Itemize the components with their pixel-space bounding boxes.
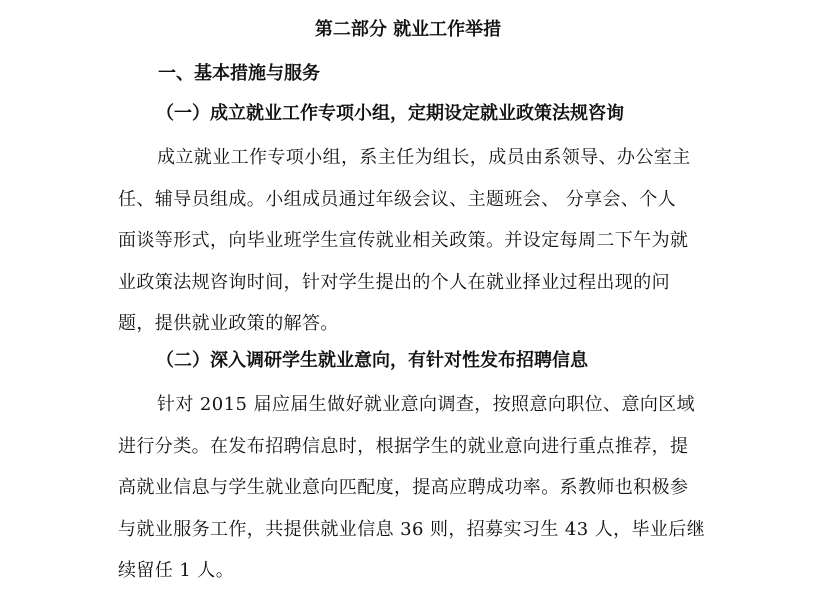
paragraph-line: 题，提供就业政策的解答。 <box>118 313 339 334</box>
document-title: 第二部分 就业工作举措 <box>314 19 502 40</box>
paragraph-line: 与就业服务工作，共提供就业信息 36 则，招募实习生 43 人，毕业后继 <box>118 518 706 540</box>
paragraph-1 <box>118 137 698 345</box>
paragraph-line: 进行分类。在发布招聘信息时，根据学生的就业意向进行重点推荐，提 <box>118 435 689 457</box>
paragraph-line: 业政策法规咨询时间，针对学生提出的个人在就业择业过程出现的问 <box>118 271 670 293</box>
paragraph-line: 面谈等形式，向毕业班学生宣传就业相关政策。并设定每周二下午为就 <box>118 230 689 251</box>
paragraph-line: 针对 2015 届应届生做好就业意向调查，按照意向职位、意向区域 <box>157 394 696 415</box>
paragraph-line: 续留任 1 人。 <box>118 560 235 581</box>
paragraph-line: 任、辅导员组成。小组成员通过年级会议、主题班会、 分享会、个人 <box>118 188 677 210</box>
paragraph-2 <box>118 384 706 592</box>
subsection-heading-1: （一）成立就业工作专项小组，定期设定就业政策法规咨询 <box>156 103 624 124</box>
section-heading-basic-measures: 一、基本措施与服务 <box>158 63 320 84</box>
paragraph-line: 高就业信息与学生就业意向匹配度，提高应聘成功率。系教师也积极参 <box>118 477 689 498</box>
subsection-heading-2: （二）深入调研学生就业意向，有针对性发布招聘信息 <box>156 350 588 371</box>
paragraph-line: 成立就业工作专项小组，系主任为组长，成员由系领导、办公室主 <box>157 147 691 168</box>
